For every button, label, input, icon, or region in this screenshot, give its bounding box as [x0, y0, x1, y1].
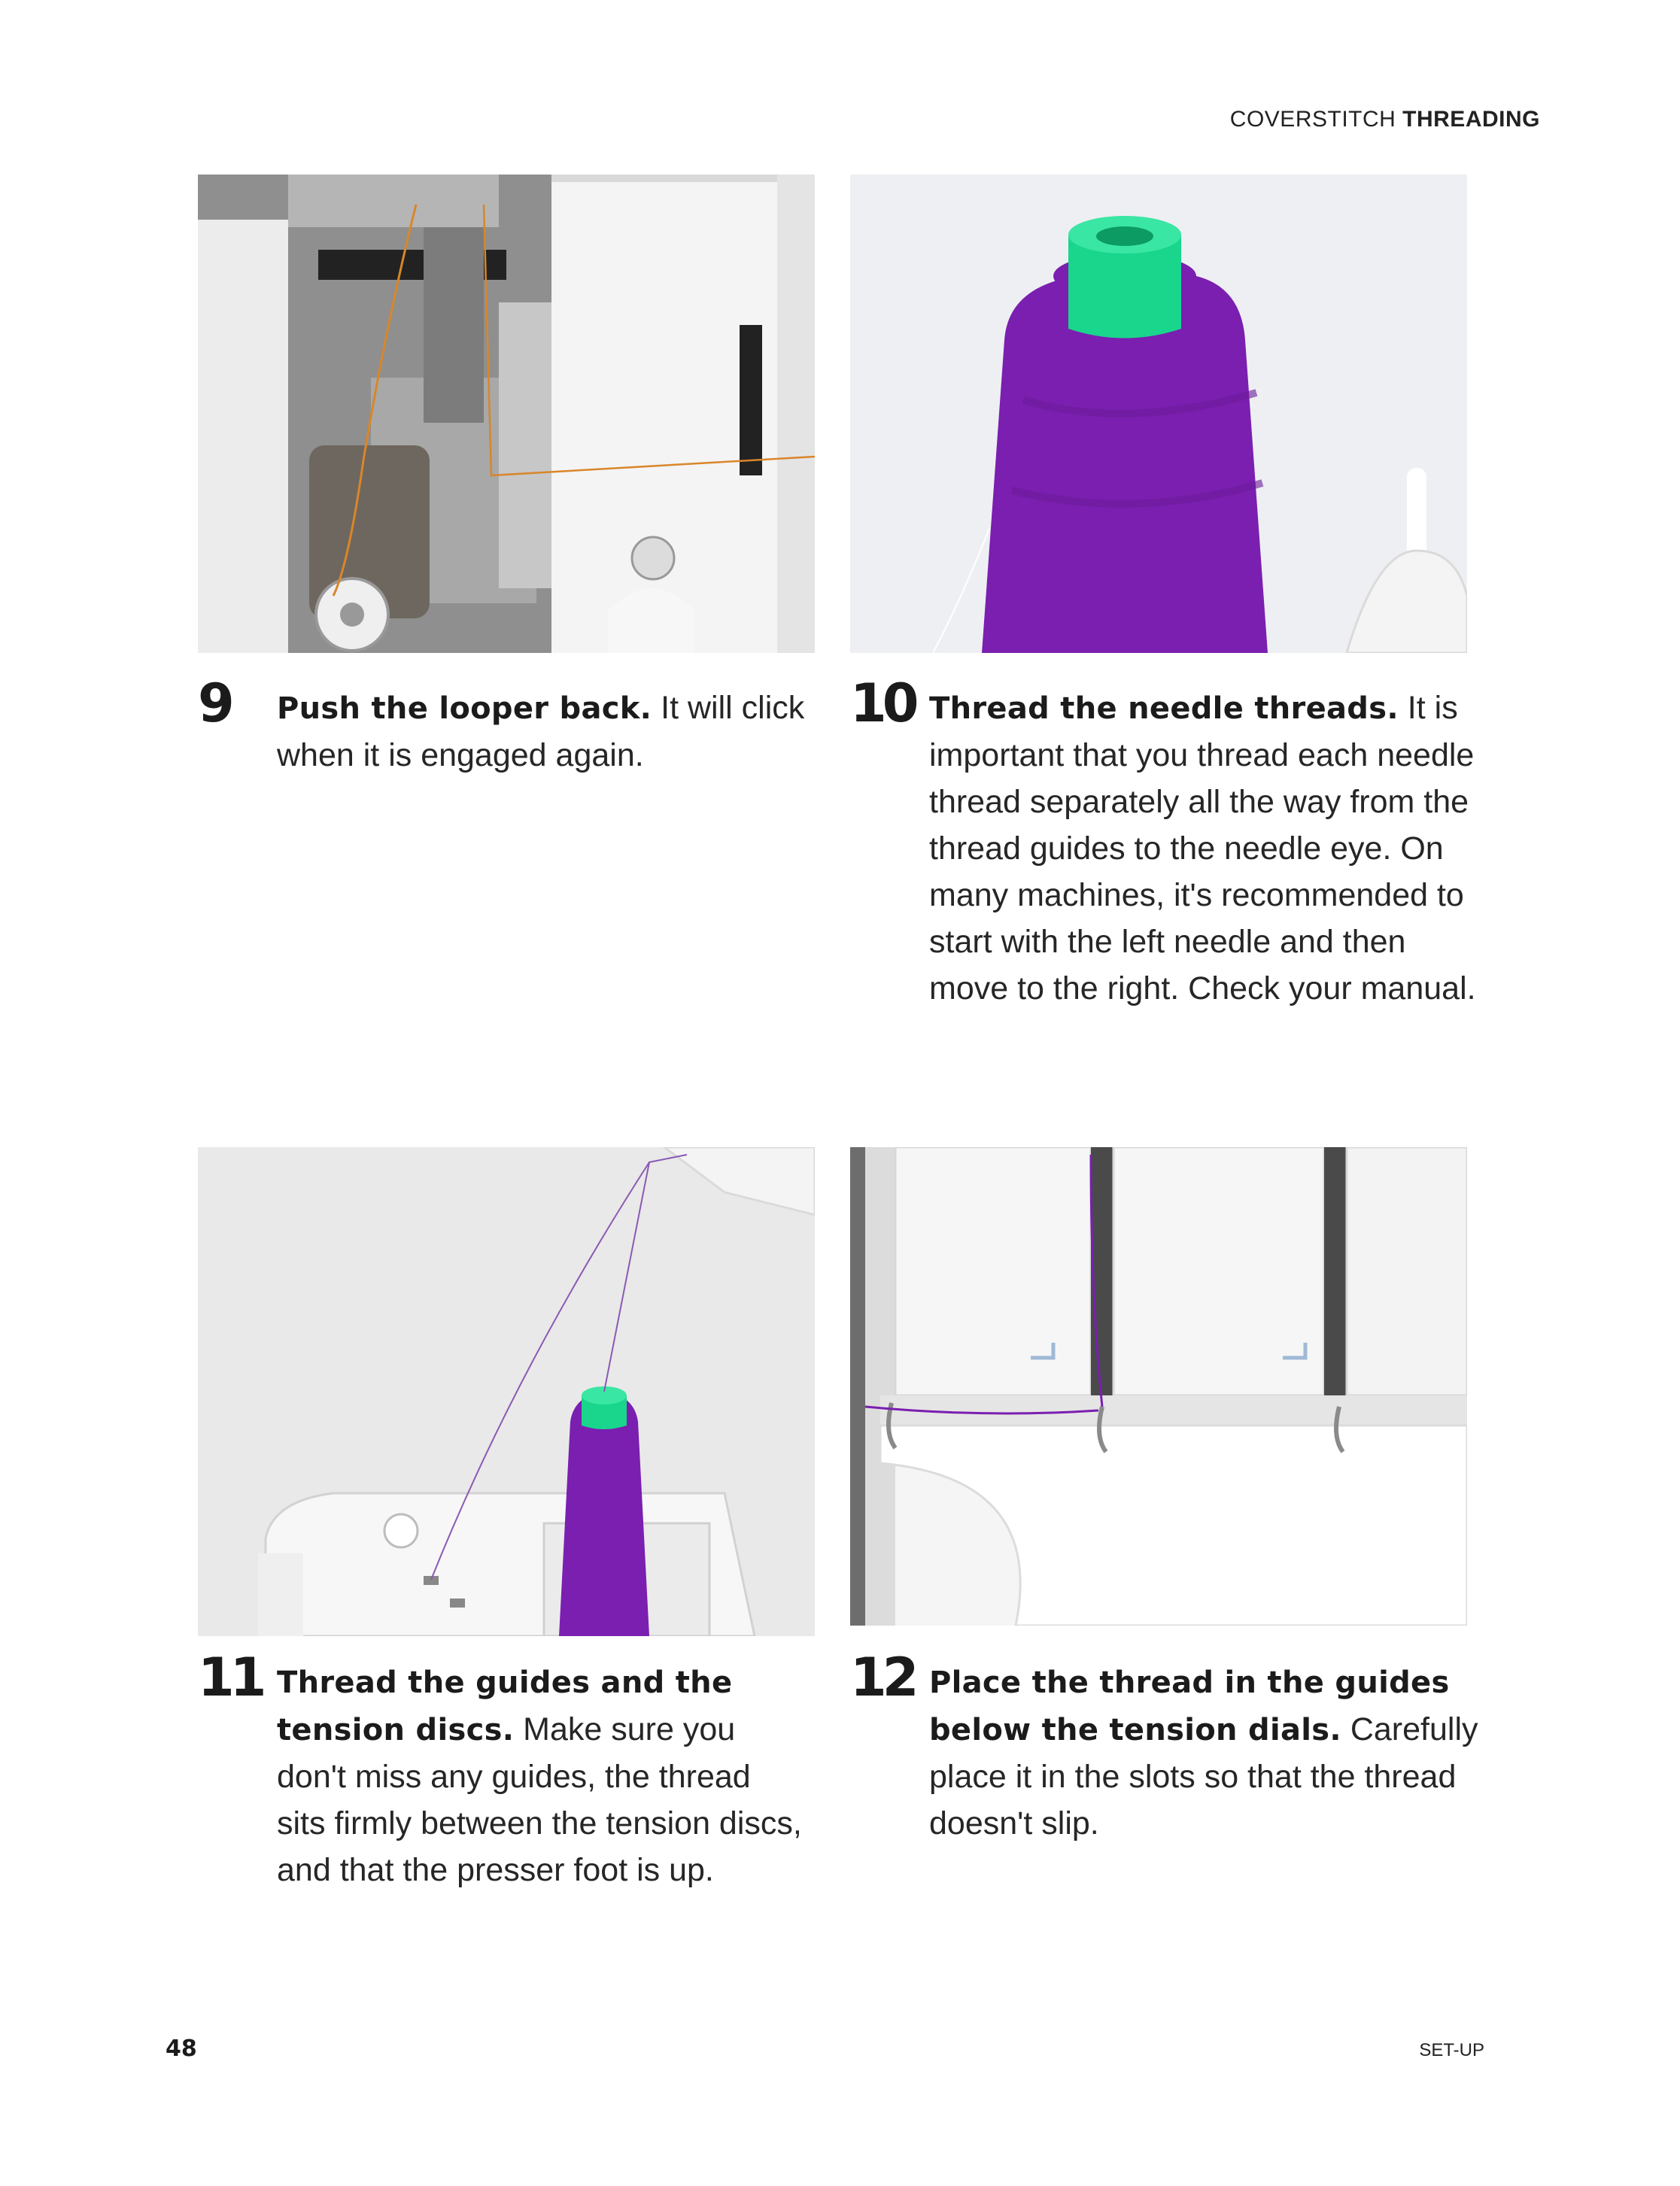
header-section: COVERSTITCH [1229, 107, 1396, 132]
step-number: 10 [850, 672, 915, 734]
chapter-label: SET-UP [1419, 2040, 1484, 2060]
step-body: Carefully place it in the slots so that the thread doesn't slip. [929, 1711, 1478, 1841]
step-lead: Push the looper back. [277, 691, 652, 726]
step-lead: Place the thread in the guides below the tension dials. [929, 1665, 1450, 1747]
step-number: 9 [198, 672, 230, 734]
step-body: It will click when it is engaged again. [277, 690, 805, 773]
step-number: 12 [850, 1647, 915, 1708]
photo-tension-dial-guides [850, 1147, 1467, 1626]
step-lead: Thread the needle threads. [929, 691, 1399, 726]
step-body: It is important that you thread each needle thread separately all the way from the thread guides to the needle eye. On many machines, it's recommended to start with the left needle and then move to the right. Check your manual. [929, 690, 1476, 1006]
page-number: 48 [166, 2036, 197, 2062]
photo-threading-guides [198, 1147, 815, 1636]
step-text [277, 1659, 804, 1893]
step-body: Make sure you don't miss any guides, the thread sits firmly between the tension discs, and that the presser foot is up. [277, 1711, 802, 1888]
step-text [277, 685, 819, 779]
step-lead: Thread the guides and the tension discs. [277, 1665, 733, 1747]
step-text [929, 685, 1478, 1012]
running-header [1230, 107, 1540, 132]
photo-thread-cone [850, 175, 1467, 653]
step-text [929, 1659, 1486, 1847]
photo-looper [198, 175, 815, 653]
step-number: 11 [198, 1647, 263, 1708]
header-topic: THREADING [1402, 107, 1540, 132]
